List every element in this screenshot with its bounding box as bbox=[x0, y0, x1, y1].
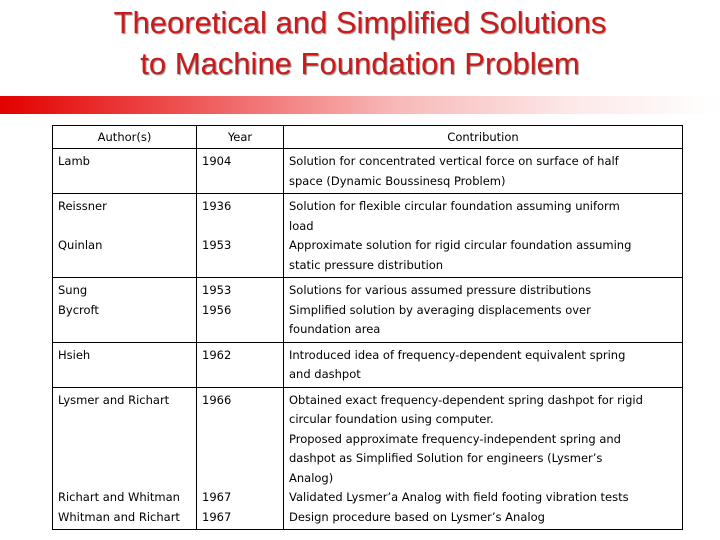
year-line: 1953 bbox=[202, 283, 232, 297]
contribution-line: Design procedure based on Lysmer’s Analog bbox=[289, 509, 545, 524]
author-line bbox=[58, 449, 192, 469]
year-cell bbox=[197, 149, 284, 194]
contribution-line: Solutions for various assumed pressure distributions bbox=[289, 283, 592, 297]
slide-title bbox=[0, 2, 720, 84]
year-line: 1962 bbox=[202, 347, 232, 362]
contribution-cell bbox=[284, 278, 683, 343]
author-cell bbox=[53, 342, 197, 387]
author-line: Lysmer and Richart bbox=[58, 392, 170, 407]
author-line: Bycroft bbox=[58, 302, 99, 317]
author-line bbox=[58, 217, 192, 237]
author-line: Quinlan bbox=[58, 238, 103, 252]
year-line bbox=[202, 469, 279, 489]
contribution-line: circular foundation using computer. bbox=[289, 412, 494, 426]
author-line: Reissner bbox=[58, 199, 107, 213]
table-row bbox=[53, 149, 683, 194]
author-line bbox=[58, 469, 192, 489]
contribution-line: Simplified solution by averaging displacements over bbox=[289, 302, 591, 317]
contribution-line: and dashpot bbox=[289, 367, 361, 381]
year-line bbox=[202, 410, 279, 430]
table-row bbox=[53, 342, 683, 387]
header-author: Author(s) bbox=[53, 126, 197, 149]
contribution-cell bbox=[284, 342, 683, 387]
year-cell bbox=[197, 342, 284, 387]
author-cell bbox=[53, 387, 197, 530]
table-row bbox=[53, 387, 683, 530]
slide-title-line-2: to Machine Foundation Problem bbox=[140, 46, 580, 81]
author-line: Hsieh bbox=[58, 347, 91, 362]
contribution-cell bbox=[284, 149, 683, 194]
header-year: Year bbox=[197, 126, 284, 149]
contribution-line: Approximate solution for rigid circular foundation assuming bbox=[289, 238, 632, 252]
author-cell bbox=[53, 194, 197, 278]
contribution-cell bbox=[284, 387, 683, 530]
contribution-cell bbox=[284, 194, 683, 278]
header-contribution: Contribution bbox=[284, 126, 683, 149]
contribution-line: Obtained exact frequency-dependent spring dashpot for rigid bbox=[289, 392, 643, 407]
author-cell bbox=[53, 278, 197, 343]
author-line: Whitman and Richart bbox=[58, 509, 180, 524]
year-line: 1953 bbox=[202, 238, 232, 252]
table-header-row bbox=[53, 126, 683, 149]
year-cell bbox=[197, 387, 284, 530]
author-line bbox=[58, 430, 192, 450]
year-cell bbox=[197, 278, 284, 343]
contribution-line: Validated Lysmer’a Analog with field footing vibration tests bbox=[289, 490, 629, 504]
year-cell bbox=[197, 194, 284, 278]
contribution-line: Analog) bbox=[289, 470, 334, 485]
year-line: 1936 bbox=[202, 199, 232, 213]
author-cell bbox=[53, 149, 197, 194]
table-row bbox=[53, 278, 683, 343]
contribution-line: static pressure distribution bbox=[289, 257, 444, 272]
year-line bbox=[202, 430, 279, 450]
contribution-line: Proposed approximate frequency-independent spring and bbox=[289, 431, 621, 446]
contribution-line: dashpot as Simplified Solution for engineers (Lysmer’s bbox=[289, 451, 603, 465]
contribution-line: foundation area bbox=[289, 322, 381, 336]
year-line bbox=[202, 217, 279, 237]
year-line bbox=[202, 449, 279, 469]
year-line: 1967 bbox=[202, 490, 232, 504]
contribution-line: Introduced idea of frequency-dependent equivalent spring bbox=[289, 347, 626, 362]
table-body bbox=[53, 149, 683, 530]
slide-title-line-1: Theoretical and Simplified Solutions bbox=[113, 5, 607, 40]
year-line: 1904 bbox=[202, 154, 232, 168]
year-line: 1956 bbox=[202, 302, 232, 317]
title-underline-bar bbox=[0, 96, 720, 114]
year-line: 1967 bbox=[202, 509, 232, 524]
contribution-line: Solution for concentrated vertical force on surface of half bbox=[289, 154, 619, 168]
foundation-solutions-table bbox=[52, 125, 683, 530]
table-row bbox=[53, 194, 683, 278]
author-line: Richart and Whitman bbox=[58, 490, 180, 504]
author-line: Sung bbox=[58, 283, 88, 297]
contribution-line: space (Dynamic Boussinesq Problem) bbox=[289, 173, 506, 188]
contribution-line: Solution for flexible circular foundation assuming uniform bbox=[289, 199, 620, 213]
author-line bbox=[58, 410, 192, 430]
contribution-line: load bbox=[289, 218, 314, 233]
author-line: Lamb bbox=[58, 154, 90, 168]
year-line: 1966 bbox=[202, 392, 232, 407]
